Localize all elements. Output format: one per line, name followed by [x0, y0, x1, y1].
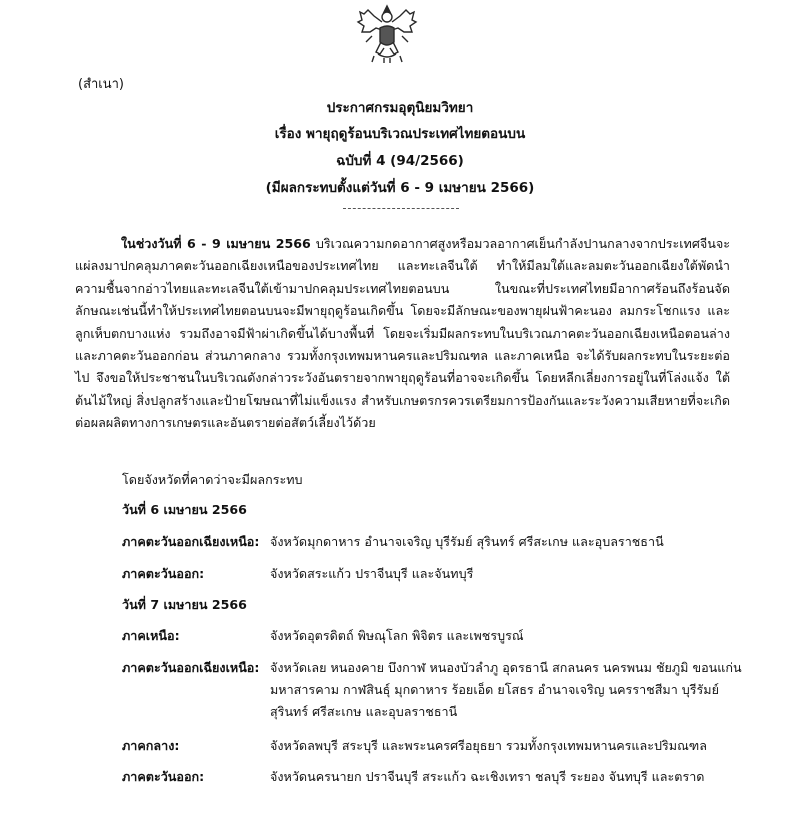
affected-provinces-intro: โดยจังหวัดที่คาดว่าจะมีผลกระทบ	[122, 472, 303, 487]
region-label: ภาคตะวันออกเฉียงเหนือ:	[122, 660, 260, 675]
separator-line	[343, 208, 459, 209]
body-text: บริเวณความกดอากาศสูงหรือมวลอากาศเย็นกำลังปานกลางจากประเทศจีนจะแผ่ลงมาปกคลุมภาคตะวันออกเฉียงเหนือของประเทศไทย และทะเลจีนใต้ ทำให้มีลมใต้และลมตะวันออกเฉียงใต้พัดนำความชื้นจากอ่าวไทยและทะเลจีนใต้เข้ามาปกคลุมประเทศไทยตอนบน ในขณะที่ประเทศไทยมีอากาศร้อนถึงร้อนจัด ลักษณะเช่นนี้ทำให้ประเทศไทยตอนบนจะมีพายุฤดูร้อนเกิดขึ้น โดยจะมีลักษณะของพายุฝนฟ้าคะนอง ลมกระโชกแรง และลูกเห็บตกบางแห่ง รวมถึงอาจมีฟ้าผ่าเกิดขึ้นได้บางพื้นที่ โดยจะเริ่มมีผลกระทบในบริเวณภาคตะวันออกเฉียงเหนือตอนล่างและภาคตะวันออกก่อน ส่วนภาคกลาง รวมทั้งกรุงเทพมหานครและปริมณฑล และภาคเหนือ จะได้รับผลกระทบในระยะต่อไป จึงขอให้ประชาชนในบริเวณดังกล่าวระวังอันตรายจากพายุฤดูร้อนที่อาจจะเกิดขึ้น โดยหลีกเลี่ยงการอยู่ในที่โล่งแจ้ง ใต้ต้นไม้ใหญ่ สิ่งปลูกสร้างและป้ายโฆษณาที่ไม่แข็งแรง สำหรับเกษตรกรควรเตรียมการป้องกันและระวังความเสียหายที่จะเกิดต่อผลผลิตทางการเกษตรและอันตรายต่อสัตว์เลี้ยงไว้ด้วย	[75, 236, 730, 431]
region-row	[122, 735, 742, 757]
province-list: จังหวัดอุตรดิตถ์ พิษณุโลก พิจิตร และเพชรบูรณ์	[270, 628, 524, 643]
region-label: ภาคตะวันออก:	[122, 566, 205, 581]
garuda-emblem-icon	[354, 2, 420, 64]
province-list: จังหวัดนครนายก ปราจีนบุรี สระแก้ว ฉะเชิงเทรา ชลบุรี ระยอง จันทบุรี และตราด	[270, 769, 705, 784]
day-heading: วันที่ 7 เมษายน 2566	[122, 597, 247, 612]
region-label: ภาคตะวันออกเฉียงเหนือ:	[122, 534, 260, 549]
region-label: ภาคตะวันออก:	[122, 769, 205, 784]
effective-period: (มีผลกระทบตั้งแต่วันที่ 6 - 9 เมษายน 2566)	[265, 180, 535, 196]
body-lead: ในช่วงวันที่ 6 - 9 เมษายน 2566	[121, 236, 311, 251]
region-row	[122, 563, 742, 585]
issue-number: ฉบับที่ 4 (94/2566)	[336, 153, 464, 169]
province-list: จังหวัดเลย หนองคาย บึงกาฬ หนองบัวลำภู อุดรธานี สกลนคร นครพนม ชัยภูมิ ขอนแก่น มหาสารคาม กาฬสินธุ์ มุกดาหาร ร้อยเอ็ด ยโสธร อำนาจเจริญ นครราชสีมา บุรีรัมย์ สุรินทร์ ศรีสะเกษ และอุบลราชธานี	[270, 660, 742, 719]
province-list: จังหวัดมุกดาหาร อำนาจเจริญ บุรีรัมย์ สุรินทร์ ศรีสะเกษ และอุบลราชธานี	[270, 534, 664, 549]
day-heading: วันที่ 6 เมษายน 2566	[122, 502, 247, 517]
region-row	[122, 657, 742, 723]
province-list: จังหวัดลพบุรี สระบุรี และพระนครศรีอยุธยา รวมทั้งกรุงเทพมหานครและปริมณฑล	[270, 738, 707, 753]
copy-mark: (สำเนา)	[78, 77, 125, 92]
region-label: ภาคกลาง:	[122, 738, 180, 753]
subject-title: เรื่อง พายุฤดูร้อนบริเวณประเทศไทยตอนบน	[274, 126, 526, 142]
province-list: จังหวัดสระแก้ว ปราจีนบุรี และจันทบุรี	[270, 566, 474, 581]
agency-title: ประกาศกรมอุตุนิยมวิทยา	[326, 100, 474, 116]
region-row	[122, 531, 742, 553]
announcement-body	[75, 233, 730, 435]
region-row	[122, 766, 742, 788]
region-row	[122, 625, 742, 647]
region-label: ภาคเหนือ:	[122, 628, 180, 643]
